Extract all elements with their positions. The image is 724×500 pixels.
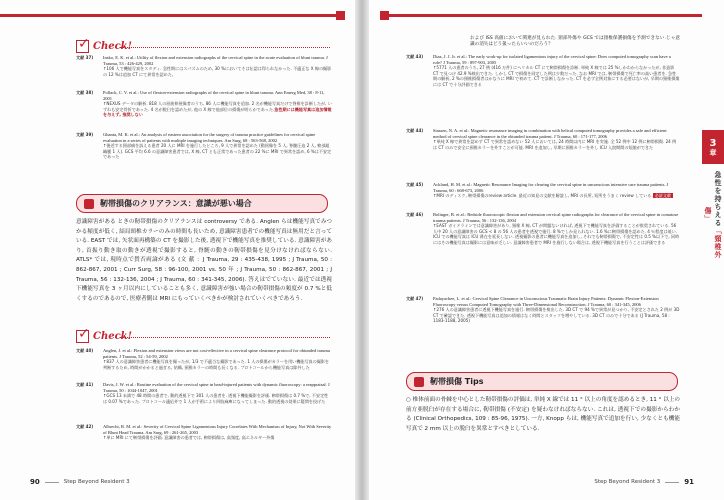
must-read-badge: 必読文献	[654, 193, 672, 199]
reference-citation: Davis, J. W. et al.: Routine evaluation of the cervical spine in head-injured patients with dynamic fluoroscopy: a reappraisal. J Trauma, 50 : 1044-1047, 2001	[103, 382, 330, 393]
reference-number: 文献 41)	[76, 382, 94, 387]
reference-entry	[76, 55, 332, 77]
section-title: 靭帯損傷のクリアランス：意識が悪い場合	[100, 199, 252, 208]
checkmark-icon: ✓	[78, 35, 90, 52]
reference-entry	[76, 348, 332, 370]
reference-citation: Pollack, C. V. et al.: Use of flexion-extension radiographs of the cervical spine in blunt trauma. Ann Emerg Med, 38 : 8-11, 2001	[103, 90, 325, 101]
reference-note: ↑837 人の意識障害患者に機能写真を撮ったが, 1/3 で不適当な撮影であった. 1 人の損傷がカラーを用い機能写真の撮影を判断するため, 時間がかかると過ぎる, 結構, 頸椎カラーの時間も長くなる. プロトコールから機能写真は除外した	[103, 359, 329, 370]
check-divider	[120, 47, 330, 48]
reference-entry	[76, 382, 332, 404]
reference-citation: Ghanta, M. K. et al.: An analysis of eastern association for the surgery of trauma practice guidelines for cervical spine evaluation in a series of patients with multiple imaging techniques. Am Surg, 68 : 563-568, 2002	[103, 132, 316, 143]
chapter-label: 章	[709, 148, 717, 157]
check-divider	[120, 337, 330, 338]
reference-entry	[406, 128, 680, 150]
reference-number: 文献 46)	[406, 212, 424, 217]
reference-note: ↑NEXUS データの解析. 818 人の屈曲伸展像者のうち, 86 人に機能写真を追加. 2 名が機能写真だけで脊椎を診断したが, いずれも安定骨折であった. 4 名が脱臼を認めたが, 他の X 線で他部位の損傷が明らかであった.急性期には機能写真は追加情報を与えず, 推奨しない	[103, 101, 332, 118]
check-heading	[76, 35, 132, 52]
check-heading	[76, 325, 132, 342]
reference-note: ↑276 人の意識障害患者に透視下機能写真を施行. 靭帯損傷を検出した. 3D CT で 94 %で異常が見つかり, 不安定とされた 2 例が 3D CT で確認できた. 透視下機能写真は追加の情報はなく時間とスタッフを増やしている. 3D CT のみで十分である (J Trauma, 58 : 1183-1188, 2005)	[433, 307, 680, 324]
reference-citation: Ackland, H. M. et al.: Magnetic Resonance Imaging for clearing the cervical spine in unconscious intensive care trauma patients. J Trauma, 60 : 668-673, 2006	[433, 182, 669, 193]
checkbox-icon	[76, 325, 90, 343]
reference-citation: Padayachee, L. et al.: Cervical Spine Clearance in Unconscious Traumatic Brain Injury Patients: Dynamic Flexion-Extension Fluoroscopy versus Computed Tomography with Three-Dimensional Reconstruction. J Trauma, 60 : 341-345, 2006	[433, 296, 659, 307]
reference-note: ↑MRI のディスク, 靭帯損傷のreview article. 最近の知見の文献を解説し, MRI の長所, 短所をうまく review している. 必読文献	[433, 193, 672, 199]
intro-text: および ISS 高値において関連が見られた. 頸部外傷や GCS では頸椎保護損傷を予測できない.じゃ意識の消失はどう扱ったらいいのだろう？	[470, 36, 680, 48]
section-banner	[406, 372, 678, 391]
reference-note: ↑単に MRI にて靭帯損傷を評価. 意識障害の患者では, 靭帯損傷は, 高頻度, 高エネルギー外傷	[103, 435, 275, 441]
banner-square-icon	[414, 377, 424, 387]
reference-number: 文献 37)	[76, 55, 94, 60]
page-number: 91	[684, 478, 694, 486]
reference-number: 文献 47)	[406, 296, 424, 301]
book-gutter	[355, 0, 369, 500]
footer-title: Step Beyond Resident 3	[594, 479, 661, 485]
reference-number: 文献 39)	[76, 132, 94, 137]
page-footer	[30, 478, 130, 486]
chapter-tab	[702, 130, 724, 164]
reference-note: ↑5771 人の患者のうち, 27 例 (416 万件) にヘリカル CT にて靭帯損傷を診断. 単純 X 線では 25 %しかわからなかったが, 非造影 CT で見つけ 42.9 %検出できた. しかし CT で損傷を同定した例は少数だった. なお MRI では, 靭帯損傷で死亡率の高い患者を. 急性期の解析, 2 %の頸椎損傷者はかなりに MRI で初めて. CT で診断しなかった. CT を必ず全例対象にする必要はないが, 早期の頸椎損傷には CT で十分評価できる	[433, 65, 680, 87]
check-label: Check!	[93, 330, 132, 342]
reference-citation: Diaz, J. J. Jr. et al.: The early work-up for isolated ligamentous injury of the cervical spine: Does computed tomography scan have a role? J Trauma, 59 : 897-903, 2005	[433, 54, 671, 65]
checkmark-icon: ✓	[78, 325, 90, 342]
top-rule-square	[380, 11, 389, 20]
checkbox-icon	[76, 35, 90, 53]
chapter-title-text: 急性を持ちえる	[714, 171, 722, 227]
reference-citation: Bolinger, B. et al.: Bedside fluoroscopic flexion and extension cervical spine radiographs for clearance of the cervical spine in comatose trauma patients. J Trauma, 56 : 132-136, 2004	[433, 212, 679, 223]
reference-note: ↑EAST ガイドラインでは意識障害があり, 頸椎 X 線, CT が問題ないければ, 透視下で機能写真を評価することが推奨されている. 56 人中 20 人の意識障害の GCS < 8 の 56 人の患者を透視で施行. 8 %でしか見られない. 1.6 %に靭帯損傷を認めた. 4 ％程度は低い. ICU での機能写真は ICU 滞在を延長しない. 透視撮影の患者に機能写真を追加し, それでも靭帯損傷で, 不安定性は 0.5 %以下で, 同時にはその機能写真は撮影には意味が乏しい. 意識障害患者で MRI を施行しない場合は, 透視下機能写真を行うことは評価できる	[433, 223, 680, 245]
footer-rule	[665, 482, 679, 483]
section-banner	[76, 194, 328, 213]
reference-number: 文献 44)	[406, 128, 424, 133]
chapter-number: 3	[709, 137, 717, 149]
reference-entry	[406, 296, 680, 324]
reference-number: 文献 45)	[406, 182, 424, 187]
section-title: 靭帯損傷 Tips	[430, 377, 484, 386]
check-label: Check!	[93, 40, 132, 52]
top-rule	[382, 14, 702, 17]
footer-rule	[45, 482, 59, 483]
body-paragraph: ○ 椎体前面の骨棘を中心とした靭帯損傷の評価は, 単純 X 線では 11 ° 以上の角度を認めるとき, 11 ° 以上の前方亜脱臼が存在する場合に, 靭帯損傷 (不安定) を疑わなければならない. これは, 透視下での撮影からわかる (Clinical Orthopedics, 109 : 85-96, 1975). 一方, Knopp らは, 機能写真で追加を行い, 少なくとも機能写真で 2 mm 以上の脱臼を異常とすべきとしている.	[406, 397, 680, 432]
page-number: 90	[30, 478, 40, 486]
reference-number: 文献 40)	[76, 348, 94, 353]
reference-number: 文献 42)	[76, 424, 94, 429]
reference-note: ↑後述する頸部痛を訴える患者 20 人に MRI を施行したところ, 9 人で異常を認めた (動揺像を 5 人, 脊髄圧迫 2 人, 軟部組織腫 1 人). GCS 平均 6.6 の意識障害患者では, X 線, CT とも正常であった患者の 22 %に MRI で異常を認め, 6 %は不安定であった	[103, 143, 332, 160]
reference-citation: Anglen, J. et al.: Flexion and extension views are not cost-effective in a cervical spine clearance protocol for obtunded trauma patients. J Trauma, 52 : 54-59, 2002	[103, 348, 330, 359]
reference-note: ↑単純 X 線で異常を認めず CT で異常を認めない 52 人においては, 24 時間以内に MRI を実施. 全 52 例中 12 例に靭帯損傷. 24 例は CT のみで安全に頸椎カラーを外すことが可能. MRI を追加し, 早期に頸椎カラーを外し ICU 入院期間の短縮ができた	[433, 139, 677, 150]
reference-citation: Albrecht, R. M. et al.: Severity of Cervical Spine Ligamentous Injury Correlates With Mechanism of Injury, Not With Severity of Blunt Head Trauma. Am Surg, 69 : 261-265, 2003	[103, 424, 332, 435]
footer-title: Step Beyond Resident 3	[63, 479, 130, 485]
reference-entry	[76, 132, 332, 160]
reference-entry	[76, 90, 332, 118]
reference-citation: Insko, E. K. et al.: Utility of flexion and extension radiographs of the cervical spine in the acute evaluation of blunt trauma. J Trauma, 53 : 426-429, 2002	[103, 55, 328, 66]
reference-number: 文献 38)	[76, 90, 94, 95]
top-rule-square	[336, 11, 345, 20]
reference-entry	[406, 54, 680, 88]
right-page	[362, 0, 724, 500]
reference-number: 文献 43)	[406, 54, 424, 59]
reference-emphasis: 急性期には機能写真は追加情報を与えず, 推奨しない	[103, 106, 332, 118]
reference-entry	[406, 182, 680, 199]
chapter-title-vertical	[703, 170, 723, 260]
banner-square-icon	[84, 199, 94, 209]
reference-note: ↑GCS 13 未満で 48 時間の患者で, 動的透視下で 301 人の患者を. 透視下機能撮影を評価. 靭帯損傷は 0.7 %で, 不安定性は 0.07 %であった. プロトコール適応外で 1 人が手術により四肢麻痺になってしまった. 動的透視の効果に疑問を投げた	[103, 393, 329, 404]
body-paragraph: 意識障害がある ときの靭帯損傷のクリアランスは controversy である. Anglen らは機能写真でみつかる頻度が低く, 結局頸椎カラーのみの時間も長いため, 意識障害患者での機能写真は無用だと言っている. EAST では, 矢状面再構築の CT を撮影した後, 透視下で機能写真を推奨している. 意識障害があり, 首振り動き取の動きが透視で撮影すると, 脊髄の動きの靭帯損傷を見分けなければならない. ATLS* では, 現時点で賛否両論がある (文 献 ：J Trauma, 29 : 435-438, 1995 ; J Trauma, 50 : 862-867, 2001 ; Curr Surg, 58 : 96-100, 2001 vs. 50 年 ; J Trauma, 50 : 862-867, 2001 ; J Trauma, 56 : 132-136, 2004 ; J Trauma, 60 : 341-345, 2006). 答えはでていない. 最近では透視下機能写真を 3 ヶ月以内にしていることも多く, 意識障害が強い場合の靭帯損傷の頻度が 0.7 %と低くするのであるので, 医療者側は MRI にもっていくべきかが検討されていくべきであろう.	[76, 219, 332, 302]
reference-entry	[406, 212, 680, 246]
reference-note: ↑106 人で機能写真をスタディ. 急性期にはスパズムのため, 30 %においてそは伝認は得られなかった. 不適正な X 線の撮影の 12 %は追加 CT にて異常を認めた。	[103, 66, 332, 77]
page-footer	[594, 478, 694, 486]
top-rule	[0, 14, 340, 17]
reference-citation: Stassen, N. A. et al.: Magnetic resonance imaging in combination with helical computed tomography provides a safe and efficient method of cervical spine clearance in the obtunded trauma patient. J Trauma, 60 : 171-177, 2006	[433, 128, 667, 139]
chapter-title-accent: 「頸椎外傷」	[704, 207, 722, 259]
reference-entry	[76, 424, 332, 441]
